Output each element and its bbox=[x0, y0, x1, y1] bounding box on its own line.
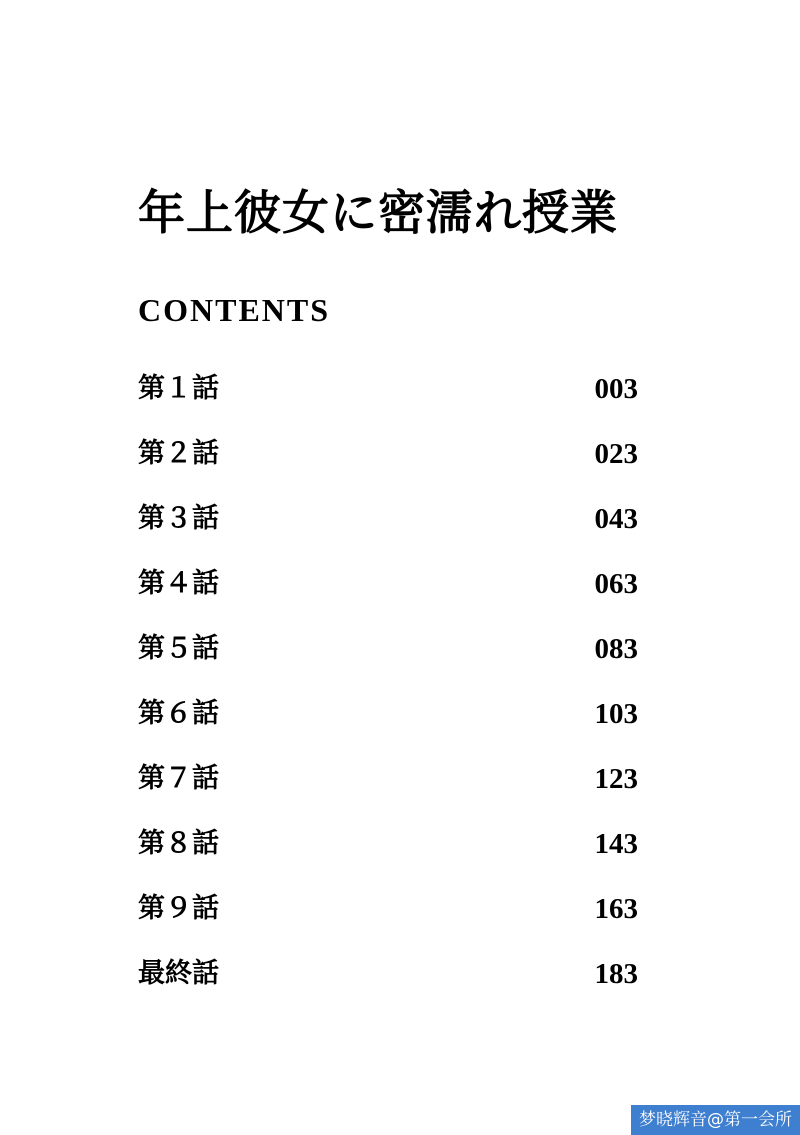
toc-row-7 bbox=[138, 762, 638, 827]
toc-page-number: 143 bbox=[594, 828, 638, 860]
toc-page-number: 063 bbox=[594, 568, 638, 600]
toc-page-number: 183 bbox=[594, 958, 638, 990]
toc-chapter: 第１話 bbox=[138, 373, 219, 404]
toc-page-number: 023 bbox=[594, 438, 638, 470]
book-title: 年上彼女に密濡れ授業 bbox=[138, 186, 618, 241]
toc-page-number: 043 bbox=[594, 503, 638, 535]
toc-row-2 bbox=[138, 437, 638, 502]
watermark: 梦晓辉音@第一会所 bbox=[631, 1105, 800, 1135]
toc-chapter: 第４話 bbox=[138, 568, 219, 599]
toc-chapter: 最終話 bbox=[138, 958, 219, 989]
toc-page-number: 123 bbox=[594, 763, 638, 795]
contents-heading: CONTENTS bbox=[138, 292, 331, 328]
table-of-contents bbox=[138, 372, 638, 1022]
toc-page-number: 163 bbox=[594, 893, 638, 925]
toc-row-6 bbox=[138, 697, 638, 762]
toc-page-number: 083 bbox=[594, 633, 638, 665]
toc-chapter: 第６話 bbox=[138, 698, 219, 729]
toc-row-3 bbox=[138, 502, 638, 567]
toc-row-8 bbox=[138, 827, 638, 892]
toc-chapter: 第９話 bbox=[138, 893, 219, 924]
toc-chapter: 第８話 bbox=[138, 828, 219, 859]
toc-chapter: 第２話 bbox=[138, 438, 219, 469]
toc-row-1 bbox=[138, 372, 638, 437]
toc-row-5 bbox=[138, 632, 638, 697]
toc-row-9 bbox=[138, 892, 638, 957]
toc-page-number: 003 bbox=[594, 373, 638, 405]
toc-page-number: 103 bbox=[594, 698, 638, 730]
toc-chapter: 第３話 bbox=[138, 503, 219, 534]
toc-chapter: 第５話 bbox=[138, 633, 219, 664]
toc-row-10 bbox=[138, 957, 638, 1022]
toc-row-4 bbox=[138, 567, 638, 632]
toc-chapter: 第７話 bbox=[138, 763, 219, 794]
